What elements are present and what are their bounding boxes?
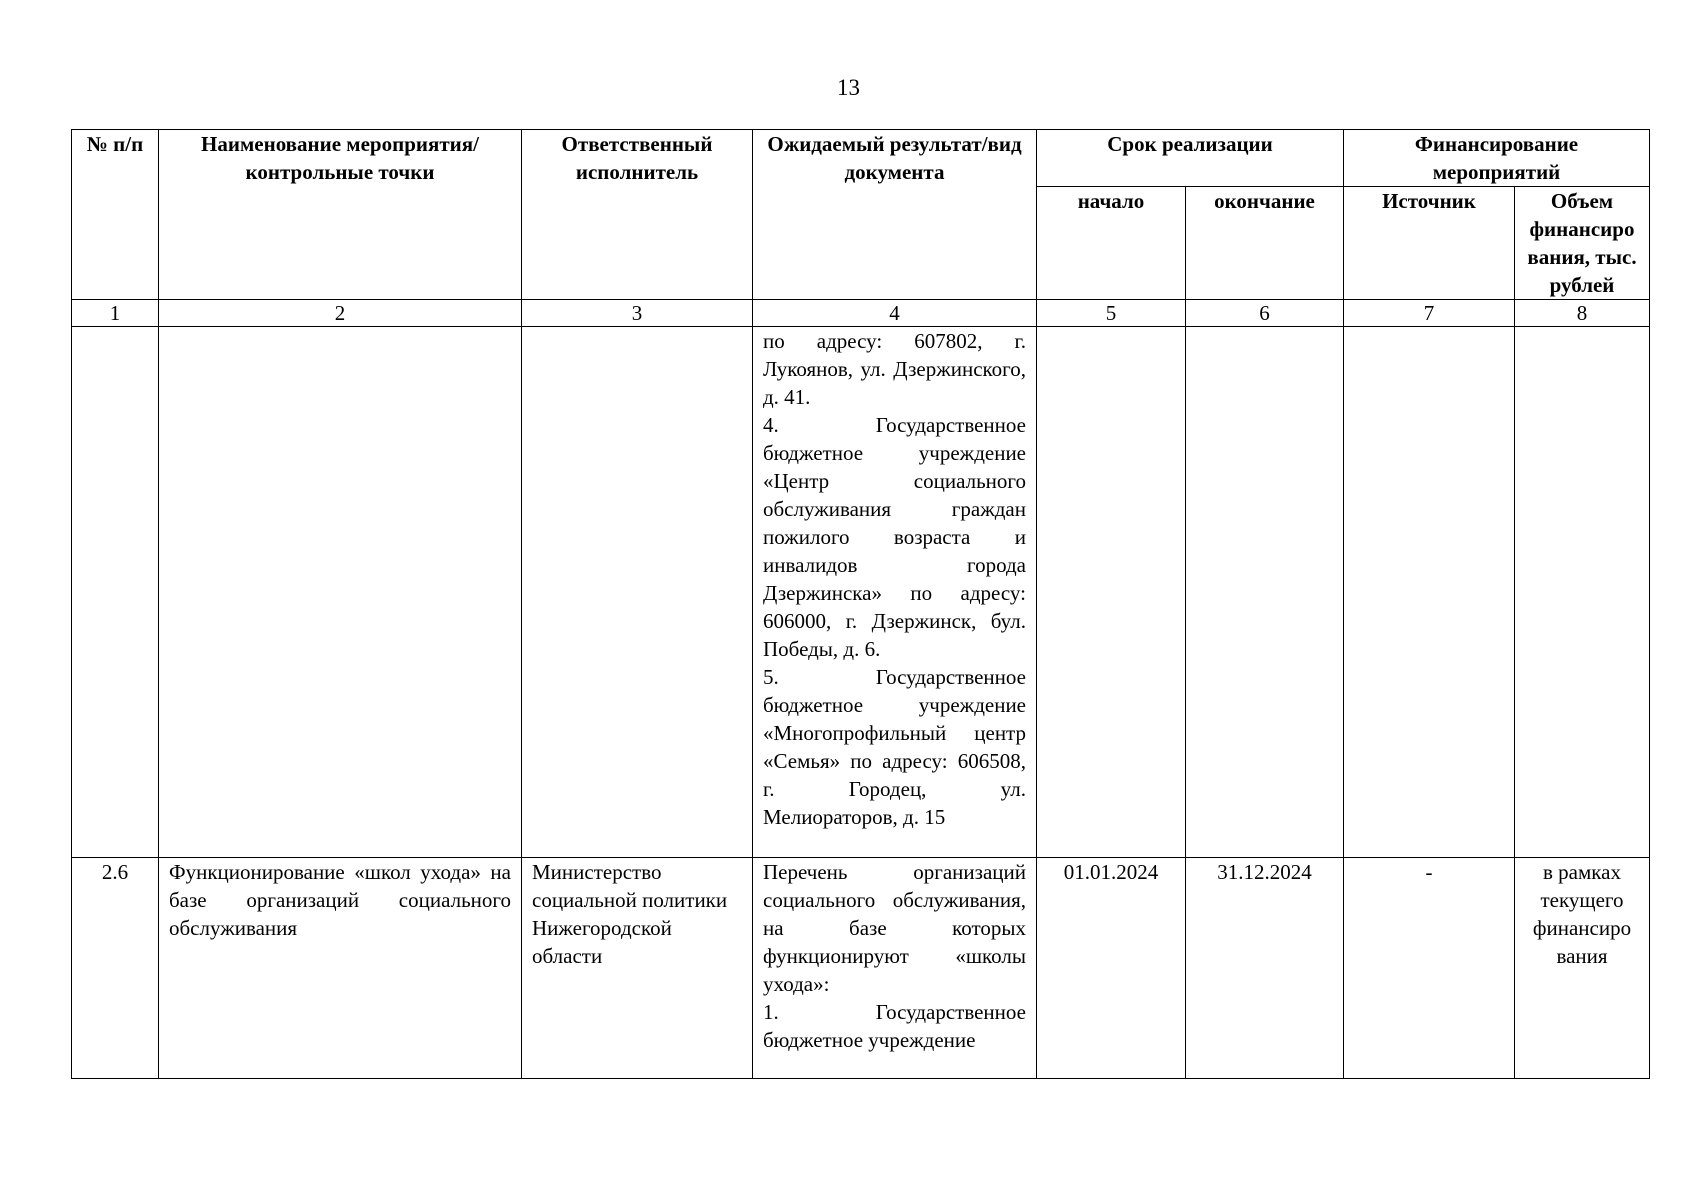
header-source: Источник xyxy=(1344,187,1515,300)
cell-executor xyxy=(522,327,753,858)
column-number: 8 xyxy=(1515,300,1650,327)
header-start: начало xyxy=(1037,187,1186,300)
header-executor: Ответственный исполнитель xyxy=(522,130,753,300)
cell-volume: в рамках текущего финансиро вания xyxy=(1515,858,1650,1079)
result-paragraph: 5. Государственное бюджетное учреждение «Многопрофильный центр «Семья» по адресу: 606508, г. Городец, ул. Мелиораторов, д. 15 xyxy=(763,665,1026,829)
cell-source: - xyxy=(1344,858,1515,1079)
cell-end-date: 31.12.2024 xyxy=(1186,858,1344,1079)
cell-expected-result xyxy=(753,327,1037,858)
result-paragraph: 4. Государственное бюджетное учреждение «Центр социального обслуживания граждан пожилого возраста и инвалидов города Дзержинска» по адресу: 606000, г. Дзержинск, бул. Победы, д. 6. xyxy=(763,413,1026,661)
cell-start-date xyxy=(1037,327,1186,858)
cell-expected-result xyxy=(753,858,1037,1079)
header-expected-result: Ожидаемый результат/вид документа xyxy=(753,130,1037,300)
cell-event-name: Функционирование «школ ухода» на базе организаций социального обслуживания xyxy=(159,858,522,1079)
header-event-name: Наименование мероприятия/ контрольные точки xyxy=(159,130,522,300)
column-number: 4 xyxy=(753,300,1037,327)
table-header xyxy=(72,130,1650,327)
cell-end-date xyxy=(1186,327,1344,858)
cell-source xyxy=(1344,327,1515,858)
column-number: 3 xyxy=(522,300,753,327)
cell-event-name xyxy=(159,327,522,858)
column-number: 5 xyxy=(1037,300,1186,327)
cell-volume xyxy=(1515,327,1650,858)
action-plan-table xyxy=(71,129,1650,1079)
cell-number: 2.6 xyxy=(72,858,159,1079)
column-number: 7 xyxy=(1344,300,1515,327)
header-volume: Объем финансиро вания, тыс. рублей xyxy=(1515,187,1650,300)
table-row xyxy=(72,327,1650,858)
result-paragraph: 1. Государственное бюджетное учреждение xyxy=(763,1000,1026,1052)
column-number: 1 xyxy=(72,300,159,327)
header-financing: Финансирование мероприятий xyxy=(1344,130,1650,187)
header-number: № п/п xyxy=(72,130,159,300)
result-paragraph: Перечень организаций социального обслуживания, на базе которых функционируют «школы ухода»: xyxy=(763,860,1026,996)
page-number: 13 xyxy=(837,75,860,100)
header-implementation-period: Срок реализации xyxy=(1037,130,1344,187)
column-number: 2 xyxy=(159,300,522,327)
table-row xyxy=(72,858,1650,1079)
column-number-row xyxy=(72,300,1650,327)
cell-executor: Министерство социальной политики Нижегородской области xyxy=(522,858,753,1079)
cell-start-date: 01.01.2024 xyxy=(1037,858,1186,1079)
cell-number xyxy=(72,327,159,858)
column-number: 6 xyxy=(1186,300,1344,327)
result-paragraph: по адресу: 607802, г. Лукоянов, ул. Дзержинского, д. 41. xyxy=(763,329,1026,409)
header-end: окончание xyxy=(1186,187,1344,300)
